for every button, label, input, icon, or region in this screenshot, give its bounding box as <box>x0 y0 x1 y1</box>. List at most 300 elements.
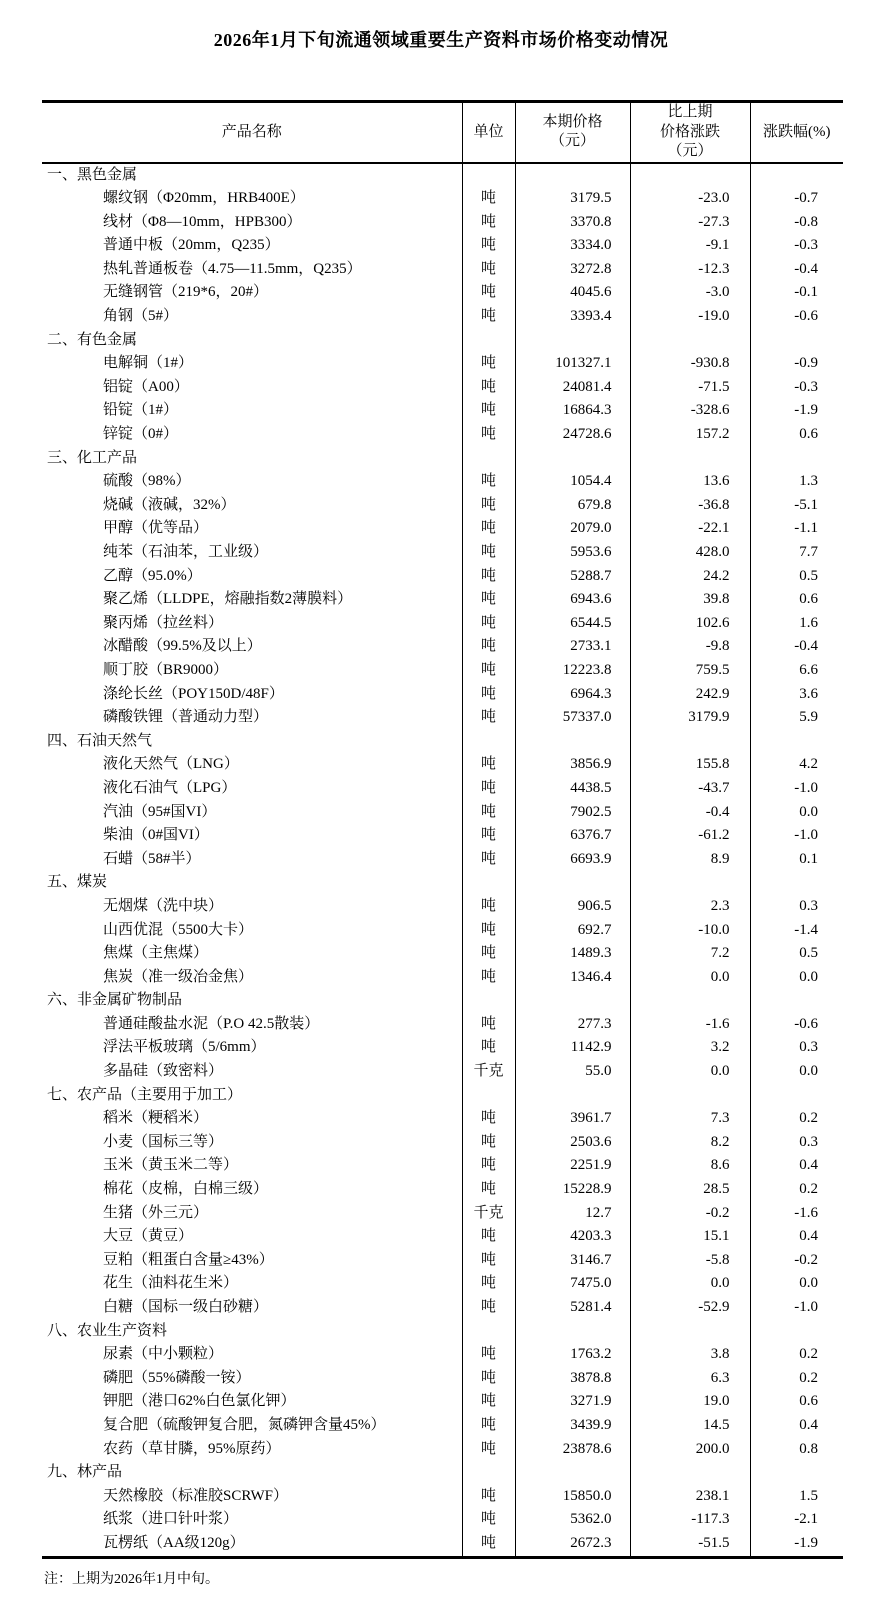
product-row <box>42 659 843 683</box>
product-row <box>42 848 843 872</box>
unit-cell: 吨 <box>462 1414 515 1438</box>
product-row <box>42 1154 843 1178</box>
price-cell: 24081.4 <box>515 376 630 400</box>
price-cell: 24728.6 <box>515 423 630 447</box>
product-name-cell: 磷酸铁锂（普通动力型） <box>103 709 269 726</box>
product-name-cell: 农药（草甘膦，95%原药） <box>103 1440 281 1457</box>
product-row <box>42 1107 843 1131</box>
unit-cell: 吨 <box>462 966 515 990</box>
price-cell: 1489.3 <box>515 942 630 966</box>
unit-cell: 吨 <box>462 1343 515 1367</box>
product-name-cell: 浮法平板玻璃（5/6mm） <box>103 1039 266 1056</box>
section-label: 五、煤炭 <box>47 874 108 891</box>
section-row <box>42 163 843 188</box>
unit-cell: 吨 <box>462 919 515 943</box>
price-cell: 2672.3 <box>515 1532 630 1557</box>
unit-cell: 千克 <box>462 1202 515 1226</box>
product-name-cell: 电解铜（1#） <box>103 355 194 372</box>
product-row <box>42 470 843 494</box>
change-cell: -3.0 <box>630 281 750 305</box>
unit-cell: 吨 <box>462 1178 515 1202</box>
empty-change-cell <box>630 447 750 471</box>
header-product-label: 产品名称 <box>221 123 282 140</box>
change-cell: -27.3 <box>630 211 750 235</box>
price-cell: 277.3 <box>515 1013 630 1037</box>
product-name-cell: 花生（油料花生米） <box>103 1275 239 1292</box>
pct-cell: -1.1 <box>750 517 843 541</box>
unit-cell: 吨 <box>462 1532 515 1557</box>
change-cell: -22.1 <box>630 517 750 541</box>
product-row <box>42 612 843 636</box>
unit-cell: 吨 <box>462 399 515 423</box>
price-cell: 6943.6 <box>515 588 630 612</box>
pct-cell: 0.0 <box>750 1060 843 1084</box>
change-cell: -1.6 <box>630 1013 750 1037</box>
product-name-cell: 钾肥（港口62%白色氯化钾） <box>103 1393 296 1410</box>
price-cell: 7902.5 <box>515 801 630 825</box>
section-label: 七、农产品（主要用于加工） <box>47 1086 243 1103</box>
price-cell: 679.8 <box>515 494 630 518</box>
product-name-cell: 生猪（外三元） <box>103 1204 209 1221</box>
product-name-cell: 甲醇（优等品） <box>103 520 209 537</box>
product-row <box>42 1296 843 1320</box>
product-row <box>42 753 843 777</box>
pct-cell: -1.0 <box>750 777 843 801</box>
price-cell: 16864.3 <box>515 399 630 423</box>
unit-cell: 吨 <box>462 683 515 707</box>
product-name-cell: 山西优混（5500大卡） <box>103 921 254 938</box>
price-cell: 6693.9 <box>515 848 630 872</box>
product-row <box>42 1390 843 1414</box>
section-row <box>42 1320 843 1344</box>
unit-cell: 吨 <box>462 187 515 211</box>
pct-cell: -0.9 <box>750 352 843 376</box>
product-name-cell: 冰醋酸（99.5%及以上） <box>103 638 262 655</box>
empty-unit-cell <box>462 1084 515 1108</box>
change-cell: 24.2 <box>630 565 750 589</box>
pct-cell: 1.3 <box>750 470 843 494</box>
change-cell: -43.7 <box>630 777 750 801</box>
section-row <box>42 1084 843 1108</box>
table-header-row <box>42 102 843 163</box>
pct-cell: 0.6 <box>750 1390 843 1414</box>
unit-cell: 吨 <box>462 895 515 919</box>
price-cell: 12.7 <box>515 1202 630 1226</box>
product-name-cell: 烧碱（液碱，32%） <box>103 496 236 513</box>
unit-cell: 吨 <box>462 706 515 730</box>
pct-cell: -0.3 <box>750 376 843 400</box>
product-name-cell: 多晶硅（致密料） <box>103 1063 224 1080</box>
change-cell: 19.0 <box>630 1390 750 1414</box>
product-row <box>42 942 843 966</box>
price-cell: 3146.7 <box>515 1249 630 1273</box>
product-row <box>42 1414 843 1438</box>
price-cell: 3271.9 <box>515 1390 630 1414</box>
pct-cell: 0.0 <box>750 966 843 990</box>
header-unit <box>462 102 515 163</box>
header-unit-label: 单位 <box>473 123 504 140</box>
change-cell: -10.0 <box>630 919 750 943</box>
table-container <box>42 100 843 1559</box>
product-row <box>42 423 843 447</box>
product-row <box>42 801 843 825</box>
product-name-cell: 普通中板（20mm，Q235） <box>103 237 280 254</box>
product-row <box>42 683 843 707</box>
unit-cell: 吨 <box>462 659 515 683</box>
price-cell: 5953.6 <box>515 541 630 565</box>
product-name-cell: 螺纹钢（Φ20mm，HRB400E） <box>103 190 305 207</box>
empty-pct-cell <box>750 989 843 1013</box>
pct-cell: -0.4 <box>750 258 843 282</box>
section-label: 六、非金属矿物制品 <box>47 992 183 1009</box>
price-cell: 4203.3 <box>515 1225 630 1249</box>
empty-change-cell <box>630 730 750 754</box>
price-cell: 1763.2 <box>515 1343 630 1367</box>
empty-change-cell <box>630 989 750 1013</box>
product-row <box>42 895 843 919</box>
empty-price-cell <box>515 989 630 1013</box>
unit-cell: 吨 <box>462 1154 515 1178</box>
empty-change-cell <box>630 1461 750 1485</box>
pct-cell: -0.6 <box>750 1013 843 1037</box>
change-cell: 8.9 <box>630 848 750 872</box>
change-cell: -0.4 <box>630 801 750 825</box>
change-cell: -61.2 <box>630 824 750 848</box>
price-cell: 4045.6 <box>515 281 630 305</box>
header-change-line3: （元） <box>667 143 713 159</box>
empty-change-cell <box>630 1320 750 1344</box>
product-name-cell: 纯苯（石油苯，工业级） <box>103 544 269 560</box>
unit-cell: 吨 <box>462 1013 515 1037</box>
product-name-cell: 玉米（黄玉米二等） <box>103 1157 239 1174</box>
price-cell: 7475.0 <box>515 1272 630 1296</box>
unit-cell: 吨 <box>462 281 515 305</box>
product-name-cell: 天然橡胶（标准胶SCRWF） <box>103 1487 289 1504</box>
empty-pct-cell <box>750 1320 843 1344</box>
empty-change-cell <box>630 1084 750 1108</box>
change-cell: -930.8 <box>630 352 750 376</box>
product-name-cell: 豆粕（粗蛋白含量≥43%） <box>103 1251 274 1268</box>
empty-price-cell <box>515 730 630 754</box>
pct-cell: -2.1 <box>750 1508 843 1532</box>
price-cell: 15228.9 <box>515 1178 630 1202</box>
pct-cell: 0.4 <box>750 1154 843 1178</box>
pct-cell: -5.1 <box>750 494 843 518</box>
price-cell: 6964.3 <box>515 683 630 707</box>
price-cell: 2079.0 <box>515 517 630 541</box>
product-row <box>42 919 843 943</box>
change-cell: -36.8 <box>630 494 750 518</box>
unit-cell: 吨 <box>462 1296 515 1320</box>
product-name-cell: 焦煤（主焦煤） <box>103 945 209 962</box>
product-row <box>42 1438 843 1462</box>
product-name-cell: 磷肥（55%磷酸一铵） <box>103 1369 251 1386</box>
change-cell: -12.3 <box>630 258 750 282</box>
change-cell: 238.1 <box>630 1485 750 1509</box>
change-cell: 28.5 <box>630 1178 750 1202</box>
change-cell: 7.3 <box>630 1107 750 1131</box>
change-cell: -9.1 <box>630 234 750 258</box>
pct-cell: 0.5 <box>750 565 843 589</box>
product-name-cell: 铅锭（1#） <box>103 402 179 419</box>
price-cell: 1054.4 <box>515 470 630 494</box>
change-cell: -117.3 <box>630 1508 750 1532</box>
price-cell: 5362.0 <box>515 1508 630 1532</box>
section-label: 三、化工产品 <box>47 449 138 466</box>
pct-cell: 7.7 <box>750 541 843 565</box>
price-cell: 3878.8 <box>515 1367 630 1391</box>
header-pct <box>750 102 843 163</box>
price-cell: 12223.8 <box>515 659 630 683</box>
section-row <box>42 447 843 471</box>
product-row <box>42 1013 843 1037</box>
pct-cell: -1.0 <box>750 1296 843 1320</box>
product-row <box>42 1060 843 1084</box>
unit-cell: 吨 <box>462 211 515 235</box>
product-name-cell: 热轧普通板卷（4.75—11.5mm，Q235） <box>103 260 362 277</box>
header-price-line1: 本期价格 <box>542 113 603 130</box>
product-row <box>42 635 843 659</box>
price-cell: 15850.0 <box>515 1485 630 1509</box>
change-cell: 0.0 <box>630 966 750 990</box>
change-cell: 155.8 <box>630 753 750 777</box>
unit-cell: 吨 <box>462 1249 515 1273</box>
change-cell: 3.2 <box>630 1036 750 1060</box>
unit-cell: 吨 <box>462 494 515 518</box>
empty-price-cell <box>515 1320 630 1344</box>
product-name-cell: 大豆（黄豆） <box>103 1228 194 1245</box>
price-cell: 101327.1 <box>515 352 630 376</box>
price-cell: 5281.4 <box>515 1296 630 1320</box>
product-name-cell: 聚丙烯（拉丝料） <box>103 614 224 631</box>
empty-change-cell <box>630 329 750 353</box>
change-cell: 8.6 <box>630 1154 750 1178</box>
product-row <box>42 1485 843 1509</box>
table-body <box>42 163 843 1558</box>
price-cell: 692.7 <box>515 919 630 943</box>
unit-cell: 吨 <box>462 1272 515 1296</box>
section-label: 四、石油天然气 <box>47 732 153 749</box>
empty-pct-cell <box>750 329 843 353</box>
change-cell: 2.3 <box>630 895 750 919</box>
unit-cell: 吨 <box>462 824 515 848</box>
pct-cell: 0.2 <box>750 1178 843 1202</box>
product-row <box>42 517 843 541</box>
empty-price-cell <box>515 329 630 353</box>
section-row <box>42 989 843 1013</box>
price-cell: 57337.0 <box>515 706 630 730</box>
pct-cell: 0.4 <box>750 1414 843 1438</box>
product-name-cell: 纸浆（进口针叶浆） <box>103 1511 239 1528</box>
product-name-cell: 汽油（95#国VI） <box>103 803 217 820</box>
pct-cell: -0.2 <box>750 1249 843 1273</box>
pct-cell: 0.4 <box>750 1225 843 1249</box>
unit-cell: 吨 <box>462 470 515 494</box>
product-name-cell: 瓦楞纸（AA级120g） <box>103 1534 245 1551</box>
change-cell: 102.6 <box>630 612 750 636</box>
pct-cell: 0.2 <box>750 1107 843 1131</box>
pct-cell: 0.1 <box>750 848 843 872</box>
product-name-cell: 硫酸（98%） <box>103 473 191 490</box>
empty-pct-cell <box>750 871 843 895</box>
unit-cell: 吨 <box>462 848 515 872</box>
header-change-line1: 比上期 <box>667 104 713 120</box>
unit-cell: 吨 <box>462 565 515 589</box>
unit-cell: 吨 <box>462 612 515 636</box>
page-title: 2026年1月下旬流通领域重要生产资料市场价格变动情况 <box>213 30 669 50</box>
product-name-cell: 稻米（粳稻米） <box>103 1110 209 1127</box>
change-cell: 0.0 <box>630 1272 750 1296</box>
pct-cell: -1.6 <box>750 1202 843 1226</box>
empty-change-cell <box>630 163 750 188</box>
unit-cell: 吨 <box>462 305 515 329</box>
pct-cell: 0.0 <box>750 801 843 825</box>
header-pct-label: 涨跌幅(%) <box>763 123 831 140</box>
change-cell: -23.0 <box>630 187 750 211</box>
unit-cell: 吨 <box>462 1225 515 1249</box>
unit-cell: 吨 <box>462 517 515 541</box>
empty-pct-cell <box>750 447 843 471</box>
empty-price-cell <box>515 163 630 188</box>
unit-cell: 吨 <box>462 423 515 447</box>
price-cell: 1346.4 <box>515 966 630 990</box>
empty-unit-cell <box>462 989 515 1013</box>
unit-cell: 吨 <box>462 753 515 777</box>
unit-cell: 吨 <box>462 376 515 400</box>
unit-cell: 吨 <box>462 1367 515 1391</box>
product-row <box>42 1249 843 1273</box>
product-row <box>42 1178 843 1202</box>
product-row <box>42 588 843 612</box>
product-name-cell: 无缝钢管（219*6，20#） <box>103 284 269 301</box>
product-row <box>42 352 843 376</box>
price-cell: 906.5 <box>515 895 630 919</box>
product-row <box>42 1508 843 1532</box>
pct-cell: 0.6 <box>750 588 843 612</box>
price-cell: 3856.9 <box>515 753 630 777</box>
empty-unit-cell <box>462 871 515 895</box>
change-cell: 6.3 <box>630 1367 750 1391</box>
unit-cell: 吨 <box>462 635 515 659</box>
change-cell: 7.2 <box>630 942 750 966</box>
product-name-cell: 聚乙烯（LLDPE，熔融指数2薄膜料） <box>103 591 353 608</box>
pct-cell: -1.0 <box>750 824 843 848</box>
product-row <box>42 1131 843 1155</box>
product-name-cell: 白糖（国标一级白砂糖） <box>103 1299 269 1315</box>
product-name-cell: 棉花（皮棉，白棉三级） <box>103 1181 269 1198</box>
unit-cell: 吨 <box>462 1131 515 1155</box>
pct-cell: 0.3 <box>750 1131 843 1155</box>
change-cell: 8.2 <box>630 1131 750 1155</box>
product-row <box>42 234 843 258</box>
change-cell: 39.8 <box>630 588 750 612</box>
empty-price-cell <box>515 447 630 471</box>
empty-pct-cell <box>750 730 843 754</box>
price-cell: 2251.9 <box>515 1154 630 1178</box>
pct-cell: 6.6 <box>750 659 843 683</box>
price-cell: 1142.9 <box>515 1036 630 1060</box>
change-cell: -19.0 <box>630 305 750 329</box>
pct-cell: 0.6 <box>750 423 843 447</box>
price-cell: 5288.7 <box>515 565 630 589</box>
unit-cell: 吨 <box>462 1438 515 1462</box>
change-cell: 14.5 <box>630 1414 750 1438</box>
product-row <box>42 706 843 730</box>
price-cell: 3272.8 <box>515 258 630 282</box>
pct-cell: 0.0 <box>750 1272 843 1296</box>
pct-cell: 0.2 <box>750 1367 843 1391</box>
change-cell: -5.8 <box>630 1249 750 1273</box>
product-row <box>42 565 843 589</box>
change-cell: 15.1 <box>630 1225 750 1249</box>
pct-cell: -1.4 <box>750 919 843 943</box>
product-name-cell: 锌锭（0#） <box>103 426 179 443</box>
pct-cell: 5.9 <box>750 706 843 730</box>
empty-unit-cell <box>462 730 515 754</box>
change-cell: -51.5 <box>630 1532 750 1557</box>
price-cell: 55.0 <box>515 1060 630 1084</box>
price-cell: 4438.5 <box>515 777 630 801</box>
product-row <box>42 281 843 305</box>
header-change-line2: 价格涨跌 <box>659 123 720 140</box>
change-cell: 3179.9 <box>630 706 750 730</box>
pct-cell: 0.3 <box>750 1036 843 1060</box>
product-row <box>42 1532 843 1557</box>
product-row <box>42 376 843 400</box>
unit-cell: 吨 <box>462 588 515 612</box>
product-row <box>42 1272 843 1296</box>
header-product <box>42 102 462 163</box>
unit-cell: 吨 <box>462 801 515 825</box>
product-row <box>42 1343 843 1367</box>
unit-cell: 吨 <box>462 234 515 258</box>
unit-cell: 吨 <box>462 541 515 565</box>
product-row <box>42 1225 843 1249</box>
change-cell: -0.2 <box>630 1202 750 1226</box>
product-row <box>42 187 843 211</box>
price-table <box>42 100 843 1559</box>
price-cell: 3179.5 <box>515 187 630 211</box>
header-price <box>515 102 630 163</box>
product-name-cell: 角钢（5#） <box>103 308 179 325</box>
empty-price-cell <box>515 871 630 895</box>
product-row <box>42 1202 843 1226</box>
price-cell: 23878.6 <box>515 1438 630 1462</box>
change-cell: -9.8 <box>630 635 750 659</box>
pct-cell: 0.3 <box>750 895 843 919</box>
price-cell: 3961.7 <box>515 1107 630 1131</box>
product-name-cell: 无烟煤（洗中块） <box>103 897 224 914</box>
product-name-cell: 柴油（0#国VI） <box>103 827 209 844</box>
change-cell: -52.9 <box>630 1296 750 1320</box>
unit-cell: 吨 <box>462 942 515 966</box>
product-name-cell: 铝锭（A00） <box>103 378 189 395</box>
section-row <box>42 1461 843 1485</box>
empty-change-cell <box>630 871 750 895</box>
product-row <box>42 777 843 801</box>
product-row <box>42 305 843 329</box>
product-name-cell: 石蜡（58#半） <box>103 850 201 867</box>
product-name-cell: 顺丁胶（BR9000） <box>103 661 229 678</box>
unit-cell: 吨 <box>462 352 515 376</box>
section-row <box>42 730 843 754</box>
empty-price-cell <box>515 1461 630 1485</box>
pct-cell: 0.8 <box>750 1438 843 1462</box>
change-cell: 759.5 <box>630 659 750 683</box>
pct-cell: 0.2 <box>750 1343 843 1367</box>
price-cell: 3334.0 <box>515 234 630 258</box>
product-name-cell: 普通硅酸盐水泥（P.O 42.5散装） <box>103 1015 320 1032</box>
